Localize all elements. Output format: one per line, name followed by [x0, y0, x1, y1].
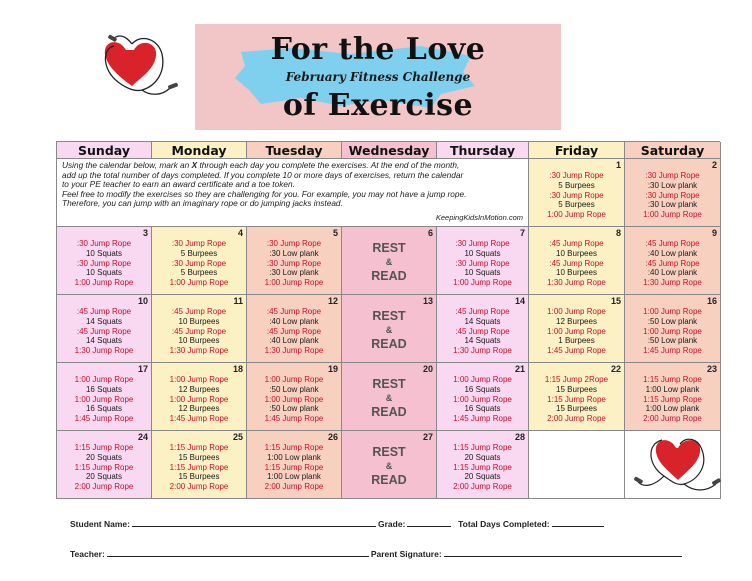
day-cell-25[interactable]	[152, 431, 247, 499]
exercise-item: 15 Burpees	[178, 452, 220, 462]
exercise-item: :30 Jump Rope	[645, 171, 700, 180]
instructions-line-5: Therefore, you can jump with an imaginary rope or do jumping jacks instead.	[62, 198, 343, 209]
exercise-item: 5 Burpees	[180, 268, 218, 278]
exercise-item: 1:45 Jump Rope	[264, 414, 324, 424]
exercise-item: :30 Low plank	[269, 268, 319, 278]
exercise-item: 1:00 Jump Rope	[74, 375, 134, 384]
exercise-item: 1:15 Jump 2Rope	[544, 375, 609, 384]
exercise-item: :45 Jump Rope	[266, 326, 322, 336]
exercise-item: 2:00 Jump Rope	[643, 414, 702, 424]
exercise-item: :50 Low plank	[269, 384, 319, 394]
exercise-item: 10 Burpees	[556, 268, 597, 278]
heart-jump-rope-icon	[96, 30, 192, 110]
weekday-header-tuesday: Tuesday	[247, 142, 342, 159]
exercise-item: :30 Jump Rope	[549, 171, 604, 180]
day-cell-17[interactable]	[57, 363, 152, 431]
day-cell-8[interactable]	[529, 227, 625, 295]
day-number: 2	[711, 160, 717, 170]
exercise-item: 1:00 Jump Rope	[643, 326, 702, 336]
exercise-item: 15 Burpees	[556, 404, 597, 414]
exercise-list	[152, 375, 246, 424]
exercise-item: :45 Jump Rope	[455, 307, 510, 316]
read-word: READ	[371, 405, 407, 419]
day-number: 27	[422, 432, 433, 442]
day-cell-2[interactable]	[625, 159, 721, 227]
exercise-item: :30 Jump Rope	[171, 258, 227, 268]
exercise-item: 15 Burpees	[556, 384, 597, 394]
instructions-line-3: to your PE teacher to earn an award certificate and a toe token.	[62, 179, 295, 190]
weekday-header-saturday: Saturday	[625, 142, 721, 159]
exercise-item: 12 Burpees	[556, 316, 597, 326]
exercise-item: 1:00 Jump Rope	[547, 307, 606, 316]
day-number: 9	[711, 228, 717, 238]
exercise-item: 1:00 Low plank	[267, 472, 321, 482]
exercise-list	[529, 375, 624, 424]
exercise-item: 20 Squats	[85, 452, 123, 462]
exercise-item: 1:00 Jump Rope	[169, 394, 229, 404]
weekday-header-thursday: Thursday	[437, 142, 529, 159]
instructions-box	[57, 159, 529, 227]
exercise-item: 20 Squats	[464, 452, 501, 462]
grade-field[interactable]	[407, 519, 451, 527]
exercise-item: 20 Squats	[464, 472, 501, 482]
ampersand: &	[385, 257, 393, 267]
ampersand: &	[385, 393, 393, 403]
exercise-item: :45 Jump Rope	[76, 307, 132, 316]
exercise-list	[625, 239, 720, 288]
day-number: 7	[519, 228, 525, 238]
exercise-item: 1:30 Jump Rope	[453, 346, 512, 356]
exercise-list	[247, 307, 341, 356]
day-cell-16[interactable]	[625, 295, 721, 363]
exercise-item: :30 Low plank	[647, 200, 698, 210]
exercise-item: 1:45 Jump Rope	[74, 414, 134, 424]
day-cell-26[interactable]	[247, 431, 342, 499]
instructions-line-2: add up the total number of days completed. If you complete 10 or more days of exercises, return the calendar	[62, 169, 464, 180]
title-banner	[195, 24, 561, 130]
exercise-item: 5 Burpees	[180, 248, 218, 258]
parent-signature-label: Parent Signature:	[370, 549, 442, 559]
total-days-label: Total Days Completed:	[458, 519, 550, 529]
exercise-item: 2:00 Jump Rope	[264, 482, 324, 492]
day-number: 15	[610, 296, 621, 306]
exercise-item: 14 Squats	[85, 316, 123, 326]
exercise-list	[437, 443, 528, 492]
exercise-item: 1:15 Jump Rope	[453, 462, 512, 472]
grade-label: Grade:	[377, 519, 406, 529]
exercise-list	[529, 239, 624, 288]
exercise-list	[247, 443, 341, 492]
exercise-item: :45 Jump Rope	[266, 307, 322, 316]
exercise-item: :50 Low plank	[647, 336, 698, 346]
website-credit: KeepingKidsInMotion.com	[435, 213, 523, 223]
weekday-header-friday: Friday	[529, 142, 625, 159]
exercise-item: :40 Low plank	[269, 336, 319, 346]
day-number: 21	[514, 364, 525, 374]
exercise-item: 1 Burpees	[558, 336, 595, 346]
exercise-item: :30 Jump Rope	[76, 258, 132, 268]
exercise-item: 1:15 Jump Rope	[169, 462, 229, 472]
exercise-item: 1:45 Jump Rope	[453, 414, 512, 424]
day-cell-21[interactable]	[437, 363, 529, 431]
day-number: 10	[137, 296, 148, 306]
day-cell-4[interactable]	[152, 227, 247, 295]
exercise-item: 1:00 Low plank	[267, 452, 321, 462]
exercise-list	[247, 239, 341, 288]
exercise-item: 1:15 Jump Rope	[643, 375, 702, 384]
ampersand: &	[385, 325, 393, 335]
exercise-item: 1:00 Low plank	[645, 384, 700, 394]
rest-word: REST	[372, 377, 406, 391]
exercise-item: 2:00 Jump Rope	[547, 414, 606, 424]
exercise-item: :50 Low plank	[269, 404, 319, 414]
exercise-item: :40 Low plank	[647, 248, 698, 258]
day-cell-5[interactable]	[247, 227, 342, 295]
day-number: 5	[332, 228, 338, 238]
exercise-list	[152, 443, 246, 492]
rest-and-read	[342, 445, 436, 487]
day-number: 17	[137, 364, 148, 374]
day-number: 3	[142, 228, 148, 238]
total-days-field[interactable]	[552, 519, 604, 527]
exercise-item: 10 Burpees	[178, 336, 220, 346]
exercise-list	[625, 375, 720, 424]
exercise-item: :40 Low plank	[647, 268, 698, 278]
exercise-item: :45 Jump Rope	[76, 326, 132, 336]
exercise-item: 1:15 Jump Rope	[169, 443, 229, 452]
exercise-item: 1:00 Jump Rope	[547, 326, 606, 336]
exercise-item: 5 Burpees	[558, 200, 595, 210]
exercise-list	[437, 375, 528, 424]
exercise-item: 1:00 Jump Rope	[74, 394, 134, 404]
day-number: 18	[232, 364, 243, 374]
heart-jump-rope-icon	[632, 430, 724, 500]
exercise-item: 10 Burpees	[178, 316, 220, 326]
exercise-item: 1:00 Jump Rope	[453, 375, 512, 384]
day-cell-23[interactable]	[625, 363, 721, 431]
exercise-item: 1:00 Jump Rope	[169, 375, 229, 384]
exercise-item: :45 Jump Rope	[549, 258, 604, 268]
day-cell-12[interactable]	[247, 295, 342, 363]
exercise-item: :30 Jump Rope	[549, 190, 604, 200]
exercise-item: 10 Burpees	[556, 248, 597, 258]
exercise-item: 1:15 Jump Rope	[643, 394, 702, 404]
banner-title-bottom: of Exercise	[282, 88, 474, 123]
exercise-list	[529, 171, 624, 220]
rest-and-read	[342, 309, 436, 351]
weekday-header-wednesday: Wednesday	[342, 142, 437, 159]
banner-subtitle: February Fitness Challenge	[285, 70, 471, 84]
exercise-list	[437, 239, 528, 288]
exercise-item: :45 Jump Rope	[171, 326, 227, 336]
day-cell-18[interactable]	[152, 363, 247, 431]
exercise-item: 1:30 Jump Rope	[169, 346, 229, 356]
parent-signature-field[interactable]	[444, 549, 682, 557]
exercise-item: 16 Squats	[464, 404, 501, 414]
exercise-item: 1:00 Jump Rope	[264, 278, 324, 288]
day-number: 4	[237, 228, 243, 238]
read-word: READ	[371, 269, 407, 283]
day-cell-13[interactable]	[342, 295, 437, 363]
exercise-item: :30 Low plank	[269, 248, 319, 258]
exercise-item: 1:15 Jump Rope	[264, 443, 324, 452]
exercise-item: 10 Squats	[464, 268, 501, 278]
exercise-item: 1:15 Jump Rope	[264, 462, 324, 472]
exercise-item: 15 Burpees	[178, 472, 220, 482]
exercise-item: 1:15 Jump Rope	[547, 394, 606, 404]
rest-word: REST	[372, 309, 406, 323]
student-name-label: Student Name:	[70, 519, 130, 529]
exercise-item: 1:30 Jump Rope	[547, 278, 606, 288]
exercise-item: 1:00 Jump Rope	[264, 375, 324, 384]
exercise-item: 2:00 Jump Rope	[453, 482, 512, 492]
weekday-header-monday: Monday	[152, 142, 247, 159]
exercise-list	[625, 171, 720, 220]
read-word: READ	[371, 337, 407, 351]
exercise-list	[57, 239, 151, 288]
exercise-item: 1:30 Jump Rope	[264, 346, 324, 356]
exercise-item: 1:00 Jump Rope	[453, 394, 512, 404]
day-number: 14	[514, 296, 525, 306]
exercise-list	[152, 239, 246, 288]
day-number: 25	[232, 432, 243, 442]
exercise-item: 10 Squats	[464, 248, 501, 258]
mark-symbol: X	[191, 160, 198, 170]
exercise-item: 2:00 Jump Rope	[169, 482, 229, 492]
exercise-item: 1:30 Jump Rope	[643, 278, 702, 288]
signature-row	[70, 549, 684, 559]
instructions-line-1-rest: through each day you complete the exercises. At the end of the month,	[197, 160, 460, 170]
day-number: 13	[422, 296, 433, 306]
day-cell-24[interactable]	[57, 431, 152, 499]
exercise-item: 1:00 Low plank	[645, 404, 700, 414]
exercise-item: :45 Jump Rope	[645, 239, 700, 248]
exercise-item: 10 Squats	[85, 268, 123, 278]
exercise-item: 1:15 Jump Rope	[453, 443, 512, 452]
exercise-item: 20 Squats	[85, 472, 123, 482]
day-cell-20[interactable]	[342, 363, 437, 431]
exercise-list	[247, 375, 341, 424]
day-cell-1[interactable]	[529, 159, 625, 227]
day-number: 20	[422, 364, 433, 374]
exercise-item: 1:00 Jump Rope	[74, 278, 134, 288]
day-cell-19[interactable]	[247, 363, 342, 431]
exercise-item: :30 Jump Rope	[266, 258, 322, 268]
day-cell-10[interactable]	[57, 295, 152, 363]
exercise-item: 1:00 Jump Rope	[453, 278, 512, 288]
exercise-item: 12 Burpees	[178, 384, 220, 394]
exercise-list	[57, 375, 151, 424]
exercise-item: 1:30 Jump Rope	[74, 346, 134, 356]
exercise-item: 1:45 Jump Rope	[643, 346, 702, 356]
day-number: 8	[615, 228, 621, 238]
day-cell-6[interactable]	[342, 227, 437, 295]
day-number: 28	[514, 432, 525, 442]
exercise-item: 1:00 Jump Rope	[169, 278, 229, 288]
exercise-item: 14 Squats	[464, 336, 501, 346]
exercise-list	[437, 307, 528, 356]
empty-day-cell	[529, 431, 625, 499]
day-cell-22[interactable]	[529, 363, 625, 431]
exercise-item: 12 Burpees	[178, 404, 220, 414]
exercise-item: :30 Jump Rope	[645, 190, 700, 200]
exercise-item: 14 Squats	[85, 336, 123, 346]
exercise-item: 1:15 Jump Rope	[74, 462, 134, 472]
exercise-item: :40 Low plank	[269, 316, 319, 326]
rest-and-read	[342, 377, 436, 419]
rest-word: REST	[372, 445, 406, 459]
day-number: 24	[137, 432, 148, 442]
day-number: 11	[233, 296, 243, 306]
exercise-item: 2:00 Jump Rope	[74, 482, 134, 492]
exercise-item: :50 Low plank	[647, 316, 698, 326]
exercise-list	[625, 307, 720, 356]
instructions-line-1: Using the calendar below, mark an	[62, 160, 192, 170]
day-number: 16	[706, 296, 717, 306]
day-number: 1	[615, 160, 621, 170]
day-cell-28[interactable]	[437, 431, 529, 499]
exercise-item: 16 Squats	[464, 384, 501, 394]
exercise-item: 16 Squats	[85, 404, 123, 414]
exercise-list	[57, 307, 151, 356]
exercise-item: :30 Jump Rope	[76, 239, 132, 248]
exercise-item: 1:45 Jump Rope	[547, 346, 606, 356]
read-word: READ	[371, 473, 407, 487]
exercise-list	[57, 443, 151, 492]
exercise-item: 1:45 Jump Rope	[169, 414, 229, 424]
teacher-field[interactable]	[107, 549, 369, 557]
rest-and-read	[342, 241, 436, 283]
day-number: 6	[427, 228, 433, 238]
exercise-item: :30 Jump Rope	[455, 258, 510, 268]
exercise-item: 1:00 Jump Rope	[264, 394, 324, 404]
day-cell-15[interactable]	[529, 295, 625, 363]
banner-title-top: For the Love	[270, 32, 486, 67]
exercise-item: 5 Burpees	[558, 180, 595, 190]
day-cell-27[interactable]	[342, 431, 437, 499]
exercise-item: :30 Low plank	[647, 180, 698, 190]
exercise-item: :45 Jump Rope	[171, 307, 227, 316]
student-name-field[interactable]	[132, 519, 376, 527]
student-info-row	[70, 519, 606, 529]
exercise-item: 10 Squats	[85, 248, 123, 258]
day-number: 23	[706, 364, 717, 374]
calendar-grid	[56, 141, 720, 499]
exercise-item: 14 Squats	[464, 316, 501, 326]
day-number: 22	[610, 364, 621, 374]
exercise-item: 1:00 Jump Rope	[643, 210, 702, 220]
exercise-item: :30 Jump Rope	[455, 239, 510, 248]
ampersand: &	[385, 461, 393, 471]
exercise-item: 16 Squats	[85, 384, 123, 394]
day-number: 12	[327, 296, 338, 306]
day-cell-14[interactable]	[437, 295, 529, 363]
day-cell-11[interactable]	[152, 295, 247, 363]
exercise-item: :45 Jump Rope	[645, 258, 700, 268]
instructions-line-4: Feel free to modify the exercises so they are challenging for you. For example, you may not have a jump rope.	[62, 188, 467, 199]
exercise-item: 1:15 Jump Rope	[74, 443, 134, 452]
day-cell-3[interactable]	[57, 227, 152, 295]
day-number: 19	[327, 364, 338, 374]
day-cell-9[interactable]	[625, 227, 721, 295]
exercise-item: :30 Jump Rope	[171, 239, 227, 248]
exercise-item: 1:00 Jump Rope	[643, 307, 702, 316]
rest-word: REST	[372, 241, 406, 255]
exercise-item: :45 Jump Rope	[549, 239, 604, 248]
exercise-list	[152, 307, 246, 356]
weekday-header-sunday: Sunday	[57, 142, 152, 159]
exercise-list	[529, 307, 624, 356]
day-number: 26	[327, 432, 338, 442]
teacher-label: Teacher:	[70, 549, 105, 559]
day-cell-7[interactable]	[437, 227, 529, 295]
exercise-item: 1:00 Jump Rope	[547, 210, 606, 220]
exercise-item: :30 Jump Rope	[266, 239, 322, 248]
exercise-item: :45 Jump Rope	[455, 326, 510, 336]
